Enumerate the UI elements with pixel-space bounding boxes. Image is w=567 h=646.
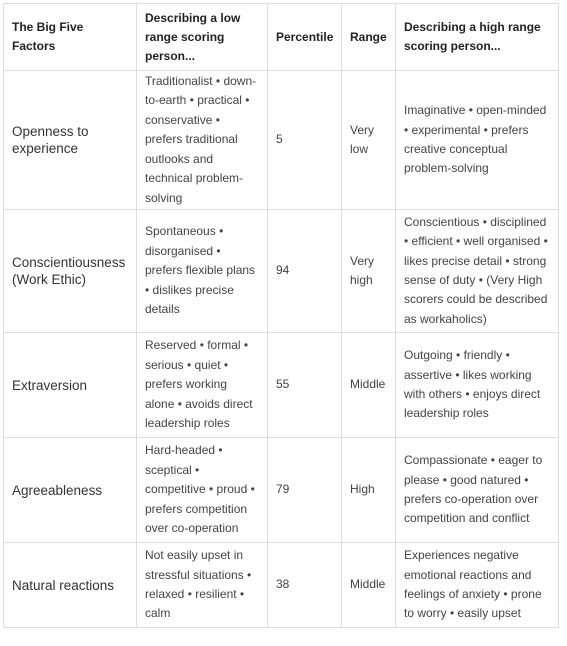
- table-row: [4, 333, 559, 438]
- factor-cell: Natural reactions: [4, 543, 137, 628]
- table-row: [4, 543, 559, 628]
- percentile-cell: 94: [268, 210, 342, 333]
- high-description-cell: Imaginative • open-minded • experimental • prefers creative conceptual problem-solving: [396, 71, 559, 210]
- percentile-cell: 79: [268, 438, 342, 543]
- table-header-row: [4, 4, 559, 71]
- big-five-table-container: [3, 3, 559, 628]
- header-factors: The Big Five Factors: [4, 4, 137, 71]
- big-five-table: [3, 3, 559, 628]
- percentile-cell: 55: [268, 333, 342, 438]
- table-row: [4, 210, 559, 333]
- header-range: Range: [342, 4, 396, 71]
- high-description-cell: Conscientious • disciplined • efficient • well organised • likes precise detail • strong sense of duty • (Very High scorers could be described as workaholics): [396, 210, 559, 333]
- low-description-cell: Traditionalist • down-to-earth • practical • conservative • prefers traditional outlooks and technical problem-solving: [137, 71, 268, 210]
- header-high-range: Describing a high range scoring person...: [396, 4, 559, 71]
- low-description-cell: Reserved • formal • serious • quiet • prefers working alone • avoids direct leadership roles: [137, 333, 268, 438]
- low-description-cell: Hard-headed • sceptical • competitive • proud • prefers competition over co-operation: [137, 438, 268, 543]
- percentile-cell: 5: [268, 71, 342, 210]
- high-description-cell: Compassionate • eager to please • good natured • prefers co-operation over competition and conflict: [396, 438, 559, 543]
- range-cell: Middle: [342, 333, 396, 438]
- factor-cell: Openness to experience: [4, 71, 137, 210]
- high-description-cell: Outgoing • friendly • assertive • likes working with others • enjoys direct leadership roles: [396, 333, 559, 438]
- header-percentile: Percentile: [268, 4, 342, 71]
- table-row: [4, 71, 559, 210]
- range-cell: High: [342, 438, 396, 543]
- range-cell: Very low: [342, 71, 396, 210]
- header-low-range: Describing a low range scoring person...: [137, 4, 268, 71]
- table-row: [4, 438, 559, 543]
- range-cell: Very high: [342, 210, 396, 333]
- factor-cell: Conscientiousness (Work Ethic): [4, 210, 137, 333]
- low-description-cell: Not easily upset in stressful situations • relaxed • resilient • calm: [137, 543, 268, 628]
- low-description-cell: Spontaneous • disorganised • prefers flexible plans • dislikes precise details: [137, 210, 268, 333]
- high-description-cell: Experiences negative emotional reactions and feelings of anxiety • prone to worry • easily upset: [396, 543, 559, 628]
- factor-cell: Extraversion: [4, 333, 137, 438]
- range-cell: Middle: [342, 543, 396, 628]
- percentile-cell: 38: [268, 543, 342, 628]
- factor-cell: Agreeableness: [4, 438, 137, 543]
